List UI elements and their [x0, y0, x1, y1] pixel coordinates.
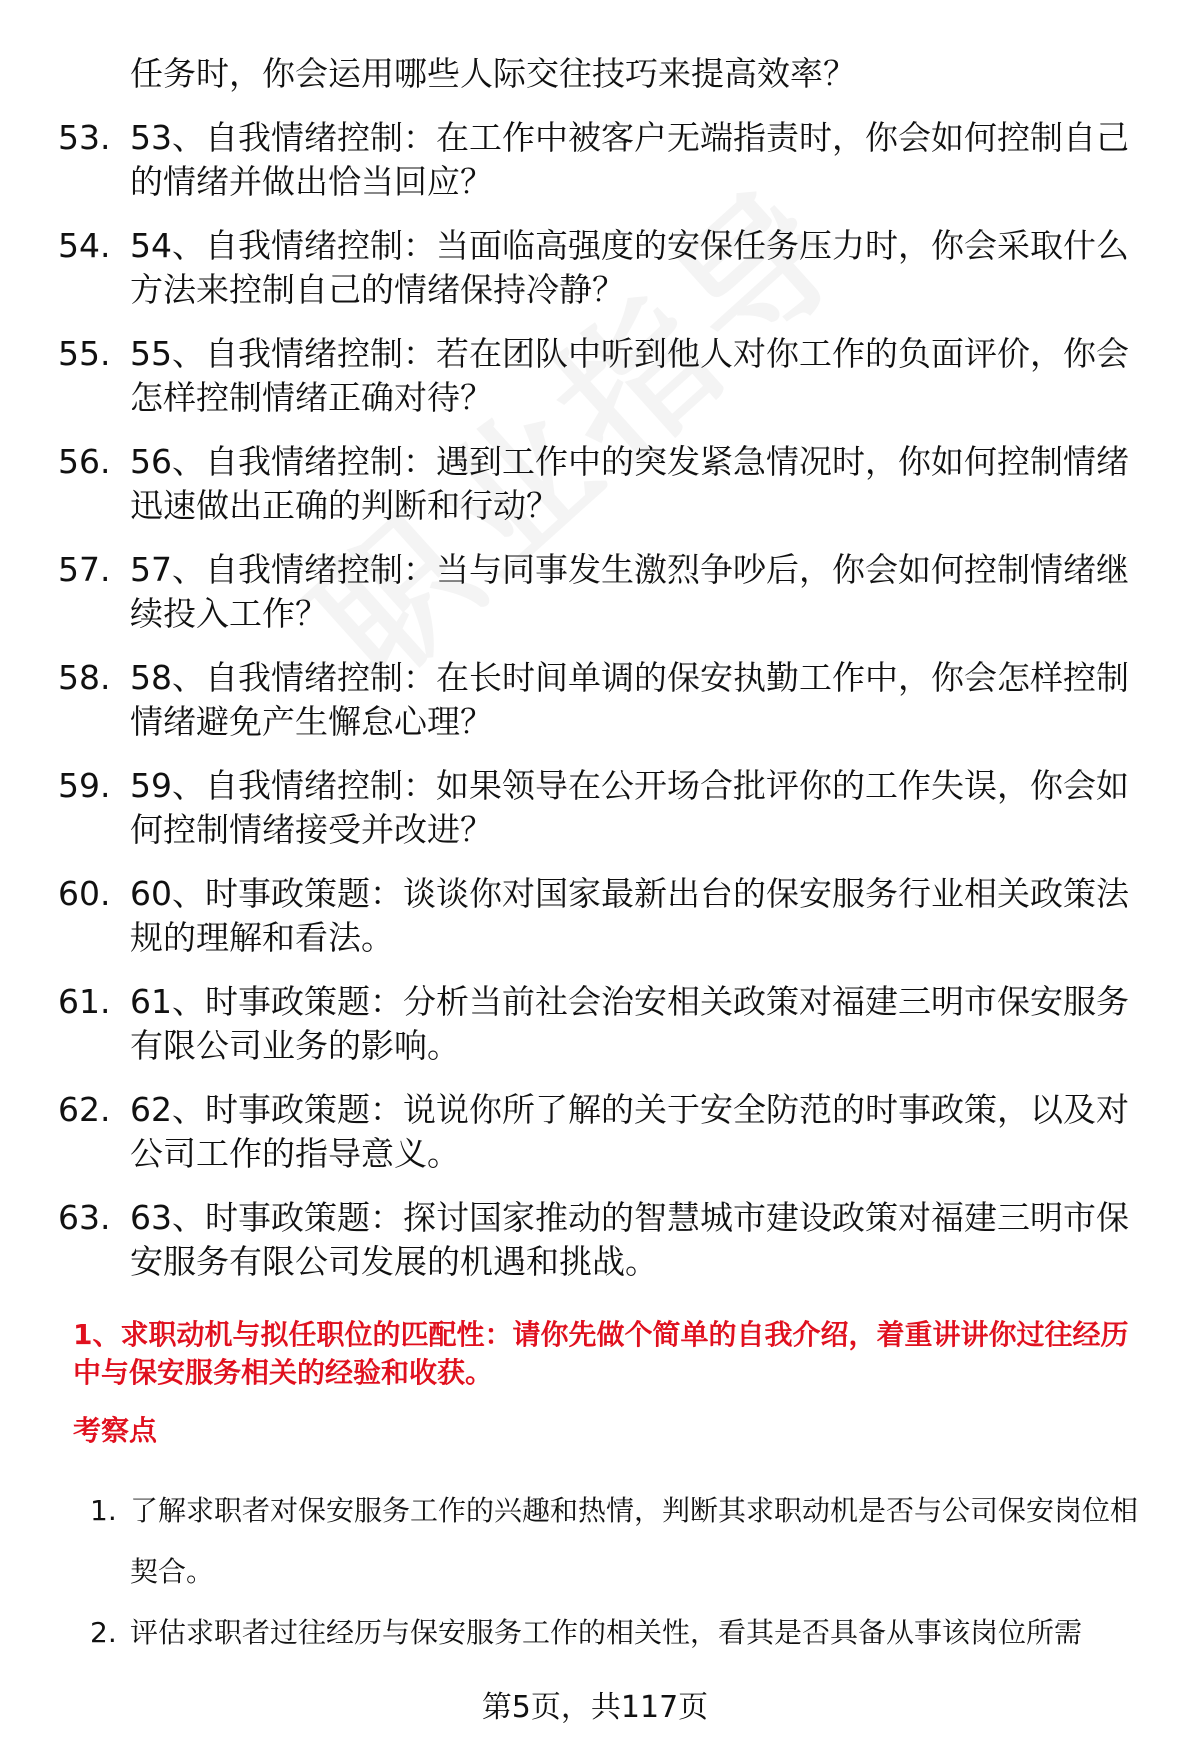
list-item	[0, 764, 1150, 852]
list-item	[0, 656, 1150, 744]
list-item-text: 55、自我情绪控制：若在团队中听到他人对你工作的负面评价，你会怎样控制情绪正确对待？	[130, 334, 1129, 417]
list-item-number: 59.	[58, 766, 111, 805]
answer-heading: 1、求职动机与拟任职位的匹配性：请你先做个简单的自我介绍，着重讲讲你过往经历中与保安服务相关的经验和收获。	[73, 1318, 1129, 1389]
list-item	[0, 440, 1150, 528]
list-item	[0, 52, 1150, 96]
list-item-number: 54.	[58, 226, 111, 265]
list-item-text: 58、自我情绪控制：在长时间单调的保安执勤工作中，你会怎样控制情绪避免产生懈怠心理？	[130, 658, 1129, 741]
list-item-number: 1.	[90, 1494, 117, 1527]
list-item-text: 63、时事政策题：探讨国家推动的智慧城市建设政策对福建三明市保安服务有限公司发展的机遇和挑战。	[130, 1198, 1129, 1281]
list-item-number: 57.	[58, 550, 111, 589]
list-item	[0, 980, 1150, 1068]
list-item-text: 53、自我情绪控制：在工作中被客户无端指责时，你会如何控制自己的情绪并做出恰当回应？	[130, 118, 1129, 201]
list-item-number: 60.	[58, 874, 111, 913]
page-footer: 第5页，共117页	[481, 1690, 709, 1725]
list-item-text: 评估求职者过往经历与保安服务工作的相关性，看其是否具备从事该岗位所需	[130, 1616, 1083, 1649]
list-item-text: 56、自我情绪控制：遇到工作中的突发紧急情况时，你如何控制情绪迅速做出正确的判断和行动？	[130, 442, 1129, 525]
list-item-number: 58.	[58, 658, 111, 697]
list-item-number: 62.	[58, 1090, 111, 1129]
list-item	[0, 1480, 1150, 1602]
list-item	[0, 116, 1150, 204]
list-item-text: 61、时事政策题：分析当前社会治安相关政策对福建三明市保安服务有限公司业务的影响。	[130, 982, 1129, 1065]
list-item-number: 63.	[58, 1198, 111, 1237]
list-item-text: 60、时事政策题：谈谈你对国家最新出台的保安服务行业相关政策法规的理解和看法。	[130, 874, 1129, 957]
section-label: 考察点	[73, 1414, 158, 1447]
list-item-text: 62、时事政策题：说说你所了解的关于安全防范的时事政策，以及对公司工作的指导意义。	[130, 1090, 1129, 1173]
list-item-number: 2.	[90, 1616, 117, 1649]
list-item-number: 61.	[58, 982, 111, 1021]
question-list	[0, 52, 1190, 1304]
list-item-number: 55.	[58, 334, 111, 373]
points-list	[0, 1480, 1190, 1663]
list-item	[0, 872, 1150, 960]
list-item-text: 任务时，你会运用哪些人际交往技巧来提高效率？	[130, 54, 856, 93]
list-item-text: 57、自我情绪控制：当与同事发生激烈争吵后，你会如何控制情绪继续投入工作？	[130, 550, 1129, 633]
list-item	[0, 548, 1150, 636]
list-item-number: 56.	[58, 442, 111, 481]
list-item	[0, 1602, 1150, 1663]
list-item	[0, 332, 1150, 420]
list-item-number: 53.	[58, 118, 111, 157]
list-item	[0, 1196, 1150, 1284]
list-item-text: 59、自我情绪控制：如果领导在公开场合批评你的工作失误，你会如何控制情绪接受并改进？	[130, 766, 1129, 849]
list-item	[0, 224, 1150, 312]
list-item-text: 了解求职者对保安服务工作的兴趣和热情，判断其求职动机是否与公司保安岗位相契合。	[130, 1494, 1139, 1588]
list-item-text: 54、自我情绪控制：当面临高强度的安保任务压力时，你会采取什么方法来控制自己的情绪保持冷静？	[130, 226, 1129, 309]
list-item	[0, 1088, 1150, 1176]
